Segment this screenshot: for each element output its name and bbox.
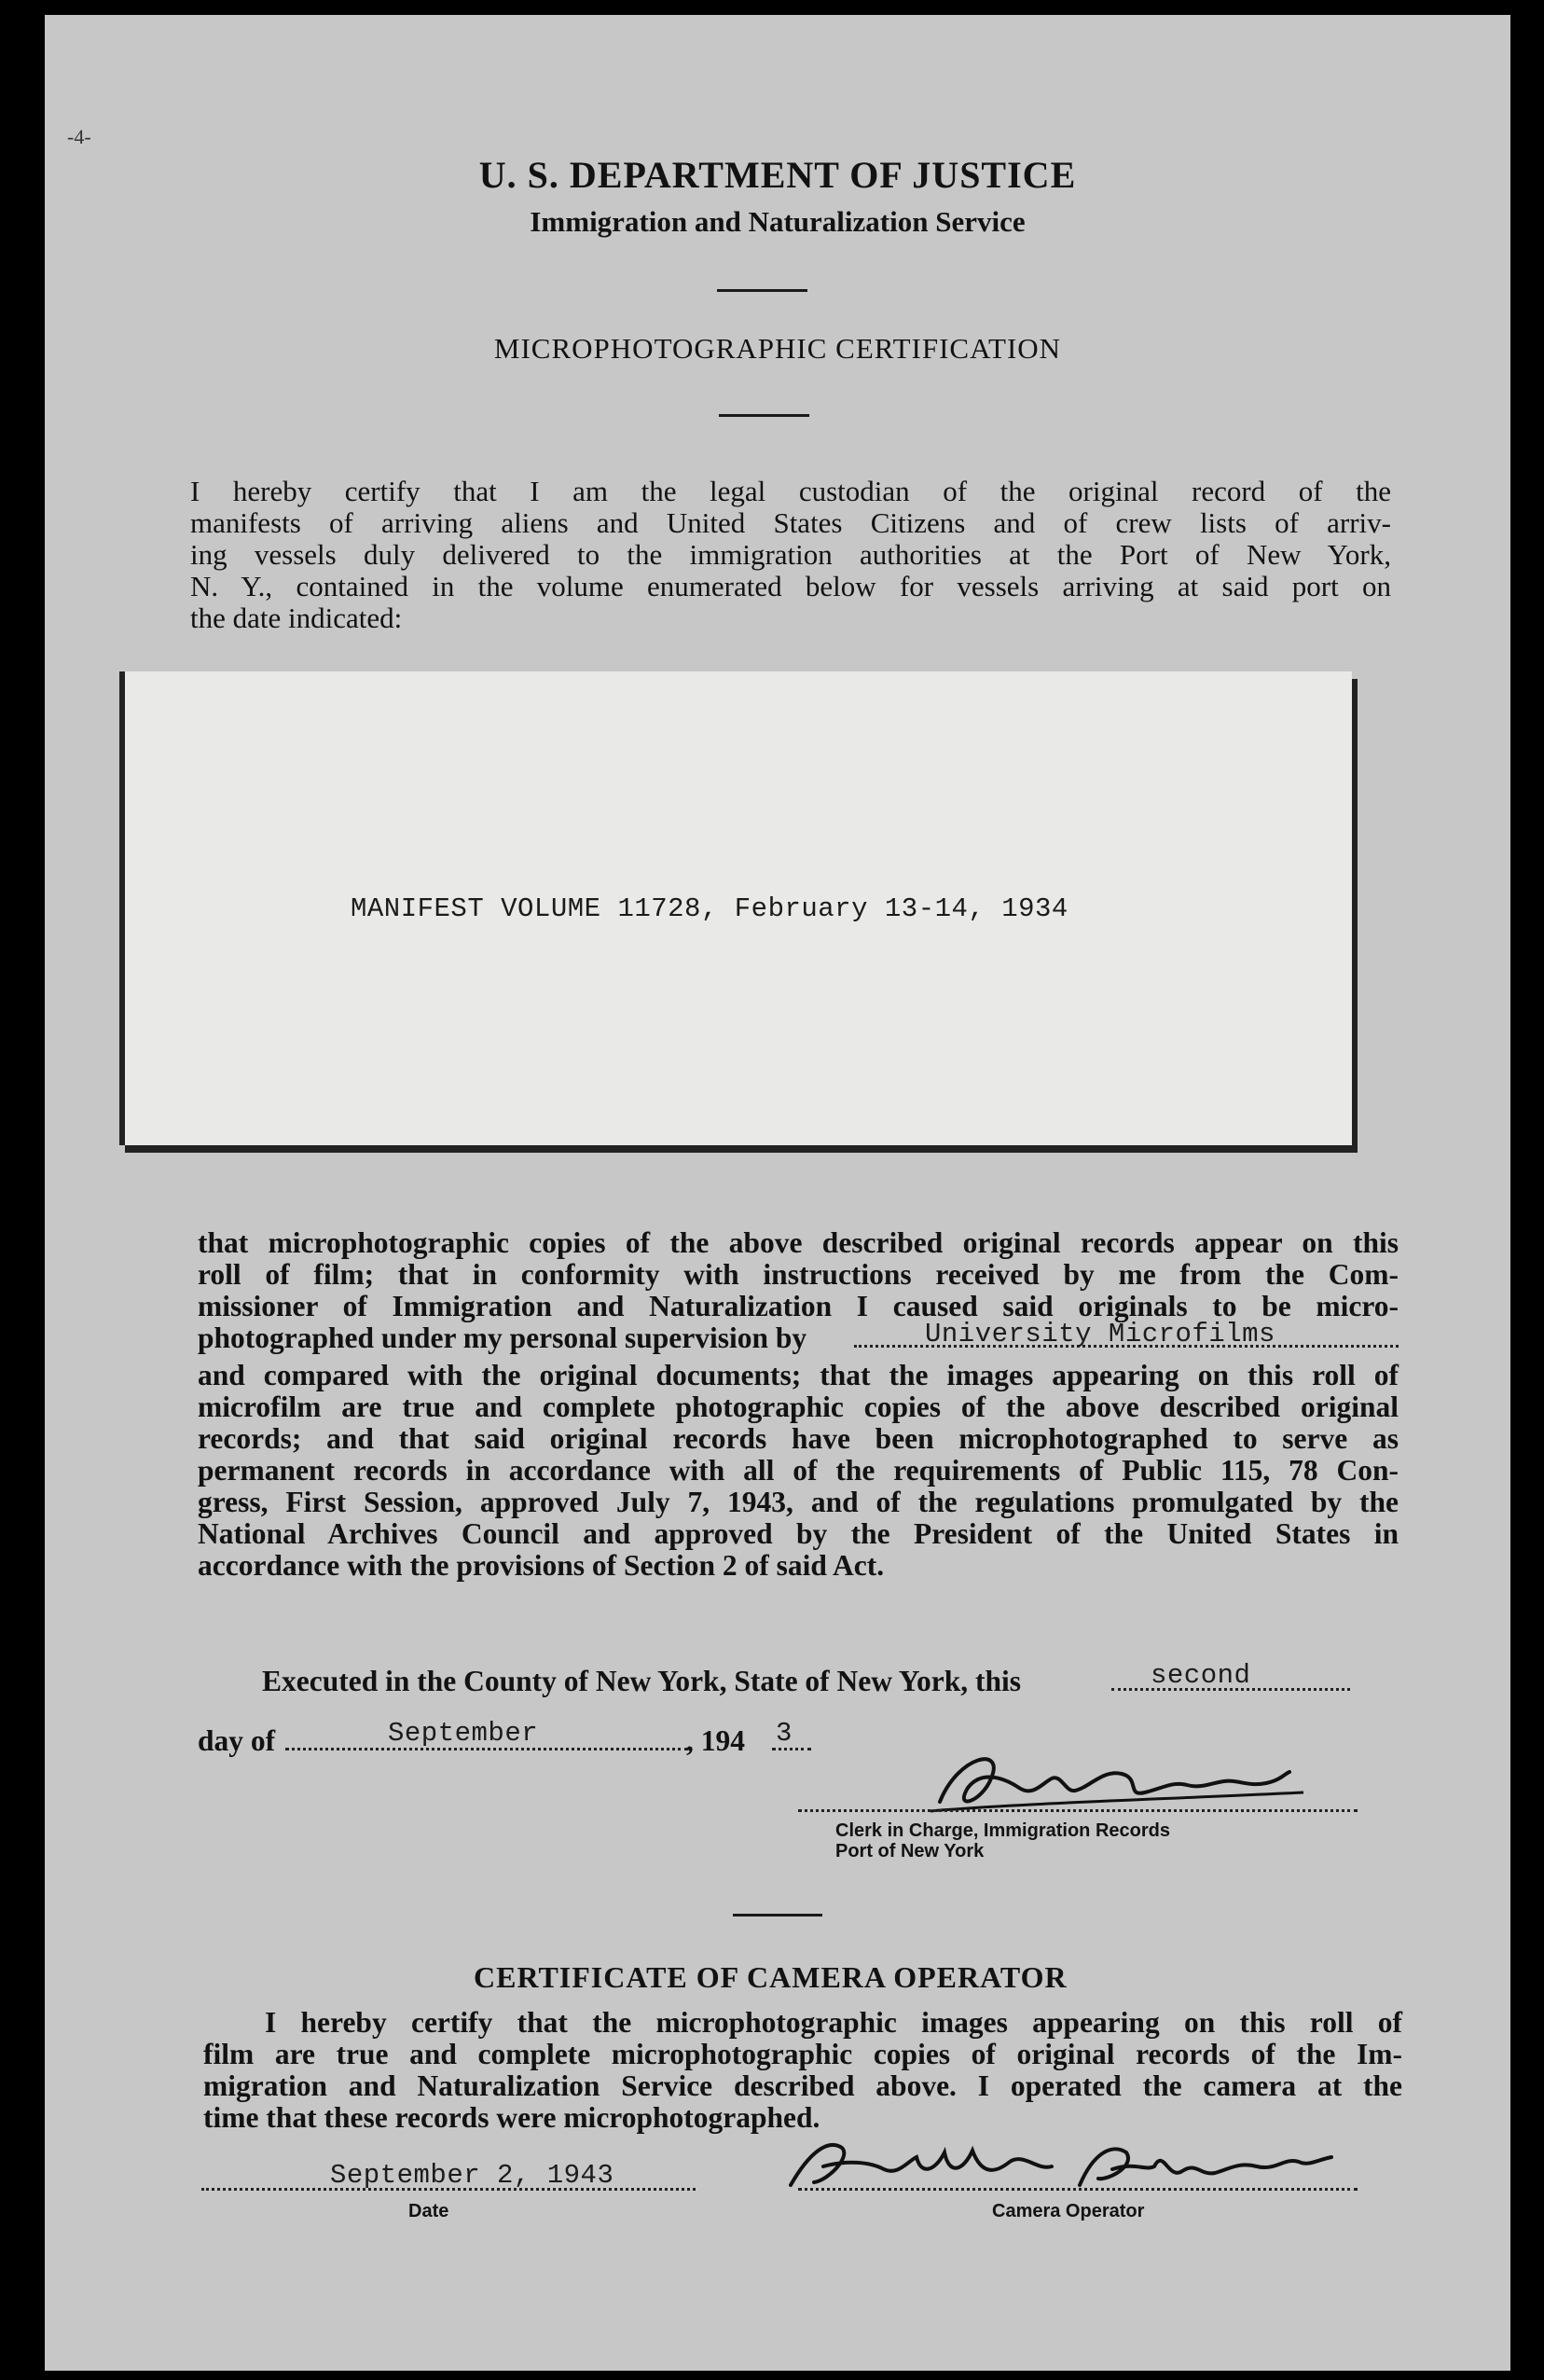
body-line: permanent records in accordance with all of the requirements of Public 115, 78 Con- xyxy=(198,1454,1399,1487)
intro-line: manifests of arriving aliens and United States Citizens and of crew lists of arriv- xyxy=(190,506,1391,539)
body-line: National Archives Council and approved by the President of the United States in xyxy=(198,1517,1399,1550)
intro-paragraph xyxy=(190,476,1391,634)
clerk-title-line2: Port of New York xyxy=(835,1841,985,1861)
camera-line: I hereby certify that the microphotographic images appearing on this roll of xyxy=(265,2006,1402,2039)
intro-line: the date indicated: xyxy=(190,602,403,634)
intro-line: ing vessels duly delivered to the immigration authorities at the Port of New York, xyxy=(190,538,1391,571)
clerk-signature-line xyxy=(798,1809,1358,1812)
body-line: and compared with the original documents; that the images appearing on this roll of xyxy=(198,1359,1399,1391)
year-suffix: 3 xyxy=(776,1718,793,1749)
camera-line: film are true and complete microphotographic copies of original records of the Im- xyxy=(203,2038,1402,2070)
body-line: that microphotographic copies of the above described original records appear on this xyxy=(198,1226,1399,1259)
camera-operator-label: Camera Operator xyxy=(992,2201,1145,2221)
executed-day-value: second xyxy=(1151,1660,1251,1691)
supervisor-value: University Microfilms xyxy=(925,1319,1275,1349)
margin-mark: -4- xyxy=(67,125,91,148)
body-line: microfilm are true and complete photographic copies of the above described original xyxy=(198,1391,1399,1423)
body-line: records; and that said original records have been microphotographed to serve as xyxy=(198,1422,1399,1455)
operator-signature-line xyxy=(798,2188,1358,2191)
date-dotted-line xyxy=(201,2188,696,2191)
date-label: Date xyxy=(408,2201,449,2221)
manifest-volume-card xyxy=(119,671,1352,1145)
camera-line: time that these records were microphotographed. xyxy=(203,2101,820,2134)
department-heading: U. S. DEPARTMENT OF JUSTICE xyxy=(478,154,1077,196)
body-line: accordance with the provisions of Section 2 of said Act. xyxy=(198,1549,885,1582)
divider-middle xyxy=(719,414,809,417)
intro-line: I hereby certify that I am the legal custodian of the original record of the xyxy=(190,475,1391,507)
camera-date-value: September 2, 1943 xyxy=(330,2160,614,2191)
clerk-title-line1: Clerk in Charge, Immigration Records xyxy=(835,1820,1170,1841)
body-paragraph xyxy=(198,1227,1399,1582)
manifest-volume-label: MANIFEST VOLUME 11728, February 13-14, 1934 xyxy=(351,893,1068,924)
certificate-page xyxy=(45,15,1510,2371)
body-line: missioner of Immigration and Naturalization I caused said originals to be micro- xyxy=(198,1290,1399,1322)
divider-bottom xyxy=(733,1914,822,1916)
camera-line: migration and Naturalization Service described above. I operated the camera at the xyxy=(203,2069,1402,2102)
clerk-title xyxy=(835,1820,1170,1861)
month-value: September xyxy=(388,1718,539,1749)
day-of-label: day of xyxy=(198,1724,276,1757)
certification-title: MICROPHOTOGRAPHIC CERTIFICATION xyxy=(493,332,1062,365)
service-subheading: Immigration and Naturalization Service xyxy=(530,205,1026,238)
divider-top xyxy=(717,289,807,292)
intro-line: N. Y., contained in the volume enumerated below for vessels arriving at said port on xyxy=(190,570,1391,602)
body-line: photographed under my personal supervision by xyxy=(198,1321,807,1354)
year-prefix: , 194 xyxy=(686,1724,745,1757)
camera-certificate-title: CERTIFICATE OF CAMERA OPERATOR xyxy=(474,1960,1068,1994)
executed-text: Executed in the County of New York, State of New York, this xyxy=(262,1665,1022,1697)
body-line: roll of film; that in conformity with instructions received by me from the Com- xyxy=(198,1258,1399,1291)
camera-certificate-paragraph xyxy=(203,2007,1402,2134)
body-line: gress, First Session, approved July 7, 1943, and of the regulations promulgated by the xyxy=(198,1486,1399,1518)
body-line-supervisor xyxy=(198,1319,1399,1360)
year-dotted-line xyxy=(772,1748,811,1750)
